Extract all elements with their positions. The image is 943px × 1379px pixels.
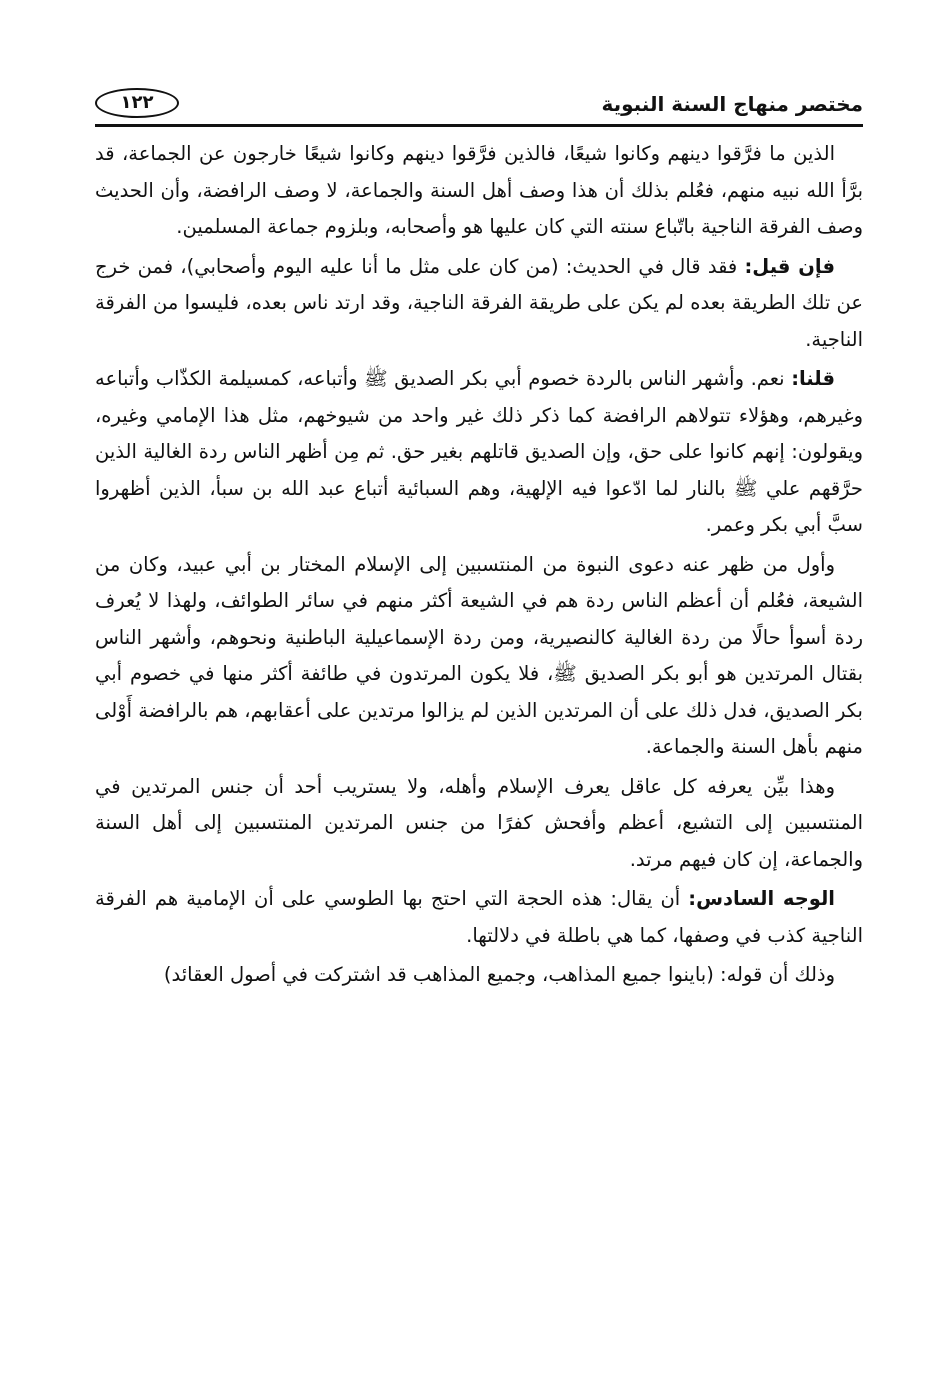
paragraph-6: [95, 881, 863, 954]
page-body: [95, 136, 863, 997]
page-header: [95, 88, 863, 122]
paragraph-text: وهذا بيِّن يعرفه كل عاقل يعرف الإسلام وأهله، ولا يستريب أحد أن جنس المرتدين في المنتسبين إلى التشيع، أعظم وأفحش كفرًا من جنس المرتدين المنتسبين إلى أهل السنة والجماعة، إن كان فيهم مرتد.: [95, 774, 863, 871]
paragraph-lead: الوجه السادس:: [688, 887, 835, 910]
paragraph-lead: قلنا:: [791, 367, 835, 390]
paragraph-text: نعم. وأشهر الناس بالردة خصوم أبي بكر الصديق ﷺ وأتباعه، كمسيلمة الكذّاب وأتباعه وغيرهم، وهؤلاء تتولاهم الرافضة كما ذكر ذلك غير واحد من شيوخهم، مثل هذا الإمامي وغيره، ويقولون: إنهم كانوا على حق، وإن الصديق قاتلهم بغير حق. ثم مِن أظهر الناس ردة الغالية الذين حرَّقهم علي ﷺ بالنار لما ادّعوا فيه الإلهية، وهم السبائية أتباع عبد الله بن سبأ، الذين أظهروا سبَّ أبي بكر وعمر.: [95, 367, 863, 536]
paragraph-5: [95, 769, 863, 879]
page-number-badge: ١٢٢: [95, 88, 179, 118]
paragraph-text: أن يقال: هذه الحجة التي احتج بها الطوسي على أن الإمامية هم الفرقة الناجية كذب في وصفها، كما هي باطلة في دلالتها.: [95, 887, 863, 947]
paragraph-text: وذلك أن قوله: (باينوا جميع المذاهب، وجميع المذاهب قد اشتركت في أصول العقائد): [163, 963, 835, 986]
header-divider: [95, 124, 863, 127]
paragraph-4: [95, 547, 863, 766]
paragraph-text: الذين ما فرَّقوا دينهم وكانوا شيعًا، فالذين فرَّقوا دينهم وكانوا شيعًا خارجون عن الجماعة، قد برَّأ الله نبيه منهم، فعُلم بذلك أن هذا وصف أهل السنة والجماعة، لا وصف الرافضة، وأن الحديث وصف الفرقة الناجية باتّباع سنته التي كان عليها هو وأصحابه، وبلزوم جماعة المسلمين.: [95, 142, 863, 238]
running-title: مختصر منهاج السنة النبوية: [601, 92, 863, 116]
paragraph-3: [95, 361, 863, 544]
paragraph-7: [95, 957, 863, 994]
paragraph-text: وأول من ظهر عنه دعوى النبوة من المنتسبين إلى الإسلام المختار بن أبي عبيد، وكان من الشيعة، فعُلم أن أعظم الناس ردة هم في الشيعة أكثر منهم في سائر الطوائف، ولهذا لا يُعرف ردة أسوأ حالًا من ردة الغالية كالنصيرية، ومن ردة الإسماعيلية الباطنية ونحوهم، وأشهر الناس بقتال المرتدين هو أبو بكر الصديق ﷺ، فلا يكون المرتدون في طائفة أكثر منها في خصوم أبي بكر الصديق، فدل ذلك على أن المرتدين الذين لم يزالوا مرتدين على أعقابهم، هم بالرافضة أَوْلى منهم بأهل السنة والجماعة.: [95, 552, 863, 758]
paragraph-lead: فإن قيل:: [744, 254, 835, 278]
paragraph-1: [95, 136, 863, 246]
paragraph-text: فقد قال في الحديث: (من كان على مثل ما أنا عليه اليوم وأصحابي)، فمن خرج عن تلك الطريقة بعده لم يكن على طريقة الفرقة الناجية، وقد ارتد ناس بعده، فليسوا من الفرقة الناجية.: [95, 254, 863, 351]
paragraph-2: [95, 249, 863, 359]
